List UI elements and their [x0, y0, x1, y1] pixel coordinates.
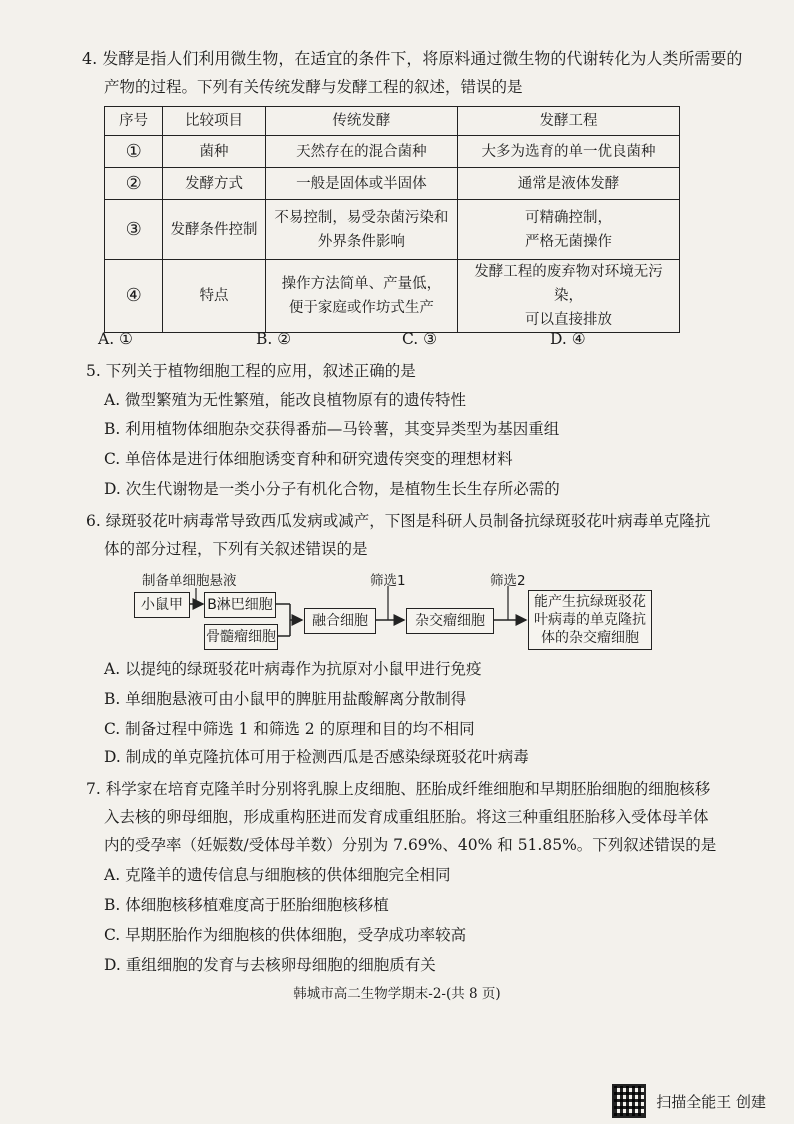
q4-option-b[interactable]: B. ② — [256, 330, 292, 348]
screen2-label: 筛选2 — [490, 573, 526, 589]
row-traditional: 天然存在的混合菌种 — [265, 136, 457, 168]
row-engineering: 通常是液体发酵 — [458, 168, 680, 200]
target-hybridoma-box — [528, 590, 652, 650]
header-traditional: 传统发酵 — [265, 107, 457, 136]
cell-line: 外界条件影响 — [317, 233, 405, 250]
q7-option-b[interactable]: B. 体细胞核移植难度高于胚胎细胞核移植 — [104, 896, 389, 914]
q6-option-a[interactable]: A. 以提纯的绿斑驳花叶病毒作为抗原对小鼠甲进行免疫 — [104, 660, 482, 678]
q7-option-c[interactable]: C. 早期胚胎作为细胞核的供体细胞，受孕成功率较高 — [104, 926, 467, 944]
cell-line: 严格无菌操作 — [525, 233, 613, 250]
q7-stem-line1: 7. 科学家在培育克隆羊时分别将乳腺上皮细胞、胚胎成纤维细胞和早期胚胎细胞的细胞核移 — [86, 780, 711, 798]
cell-line: 操作方法简单、产量低， — [281, 276, 442, 292]
row-engineering: 大多为选育的单一优良菌种 — [458, 136, 680, 168]
hybridoma-box: 杂交瘤细胞 — [406, 608, 494, 634]
cell-line: 可以直接排放 — [525, 312, 613, 328]
q7-stem-line3: 内的受孕率（妊娠数/受体母羊数）分别为 7.69%、40% 和 51.85%。下列叙述错误的是 — [104, 836, 717, 854]
q6-stem-line1: 6. 绿斑驳花叶病毒常导致西瓜发病或减产，下图是科研人员制备抗绿斑驳花叶病毒单克隆抗 — [86, 512, 711, 530]
q4-stem-line2: 产物的过程。下列有关传统发酵与发酵工程的叙述，错误的是 — [104, 78, 523, 96]
q5-option-b[interactable]: B. 利用植物体细胞杂交获得番茄—马铃薯，其变异类型为基因重组 — [104, 420, 560, 438]
q6-stem-line2: 体的部分过程，下列有关叙述错误的是 — [104, 540, 368, 558]
row-item: 特点 — [163, 260, 266, 333]
prep-suspension-label: 制备单细胞悬液 — [142, 573, 237, 589]
target-line: 体的杂交瘤细胞 — [541, 630, 639, 646]
scanner-brand-text: 扫描全能王 创建 — [656, 1092, 766, 1111]
b-cell-box: B淋巴细胞 — [204, 592, 276, 618]
q4-option-d[interactable]: D. ④ — [550, 330, 586, 348]
cell-line: 发酵工程的废弃物对环境无污染， — [474, 264, 663, 304]
row-number: ③ — [105, 200, 163, 260]
q4-option-a[interactable]: A. ① — [98, 330, 133, 348]
cell-line: 不易控制，易受杂菌污染和 — [274, 209, 449, 226]
row-number: ② — [105, 168, 163, 200]
target-line: 能产生抗绿斑驳花 — [534, 594, 646, 610]
row-number: ④ — [105, 260, 163, 333]
q6-option-c[interactable]: C. 制备过程中筛选 1 和筛选 2 的原理和目的均不相同 — [104, 720, 475, 738]
row-item: 发酵方式 — [163, 168, 266, 200]
header-index: 序号 — [105, 107, 163, 136]
q5-option-c[interactable]: C. 单倍体是进行体细胞诱变育种和研究遗传突变的理想材料 — [104, 450, 513, 468]
row-item: 发酵条件控制 — [163, 200, 266, 260]
q5-option-a[interactable]: A. 微型繁殖为无性繁殖，能改良植物原有的遗传特性 — [104, 391, 467, 409]
mouse-box: 小鼠甲 — [134, 592, 190, 618]
q4-stem-line1: 4. 发酵是指人们利用微生物，在适宜的条件下，将原料通过微生物的代谢转化为人类所需要的 — [82, 49, 743, 68]
q5-stem: 5. 下列关于植物细胞工程的应用，叙述正确的是 — [86, 362, 416, 380]
header-item: 比较项目 — [163, 107, 266, 136]
q7-option-d[interactable]: D. 重组细胞的发育与去核卵母细胞的细胞质有关 — [104, 956, 436, 974]
row-traditional: 一般是固体或半固体 — [265, 168, 457, 200]
q5-option-d[interactable]: D. 次生代谢物是一类小分子有机化合物，是植物生长生存所必需的 — [104, 480, 560, 498]
row-number: ① — [105, 136, 163, 168]
screen1-label: 筛选1 — [370, 573, 406, 589]
row-item: 菌种 — [163, 136, 266, 168]
fused-cell-box: 融合细胞 — [304, 608, 376, 634]
cell-line: 便于家庭或作坊式生产 — [288, 300, 434, 316]
cell-line: 可精确控制， — [525, 209, 613, 226]
target-line: 叶病毒的单克隆抗 — [534, 612, 646, 628]
qr-code-icon — [612, 1084, 646, 1118]
myeloma-box: 骨髓瘤细胞 — [204, 624, 278, 650]
page-footer: 韩城市高二生物学期末-2-(共 8 页) — [293, 986, 501, 1002]
q6-option-d[interactable]: D. 制成的单克隆抗体可用于检测西瓜是否感染绿斑驳花叶病毒 — [104, 748, 529, 766]
q7-option-a[interactable]: A. 克隆羊的遗传信息与细胞核的供体细胞完全相同 — [104, 866, 451, 884]
scanner-watermark — [612, 1084, 766, 1118]
q4-option-c[interactable]: C. ③ — [402, 330, 438, 348]
header-engineering: 发酵工程 — [458, 107, 680, 136]
q7-stem-line2: 入去核的卵母细胞，形成重构胚进而发育成重组胚胎。将这三种重组胚胎移入受体母羊体 — [104, 808, 709, 826]
q6-option-b[interactable]: B. 单细胞悬液可由小鼠甲的脾脏用盐酸解离分散制得 — [104, 690, 467, 708]
